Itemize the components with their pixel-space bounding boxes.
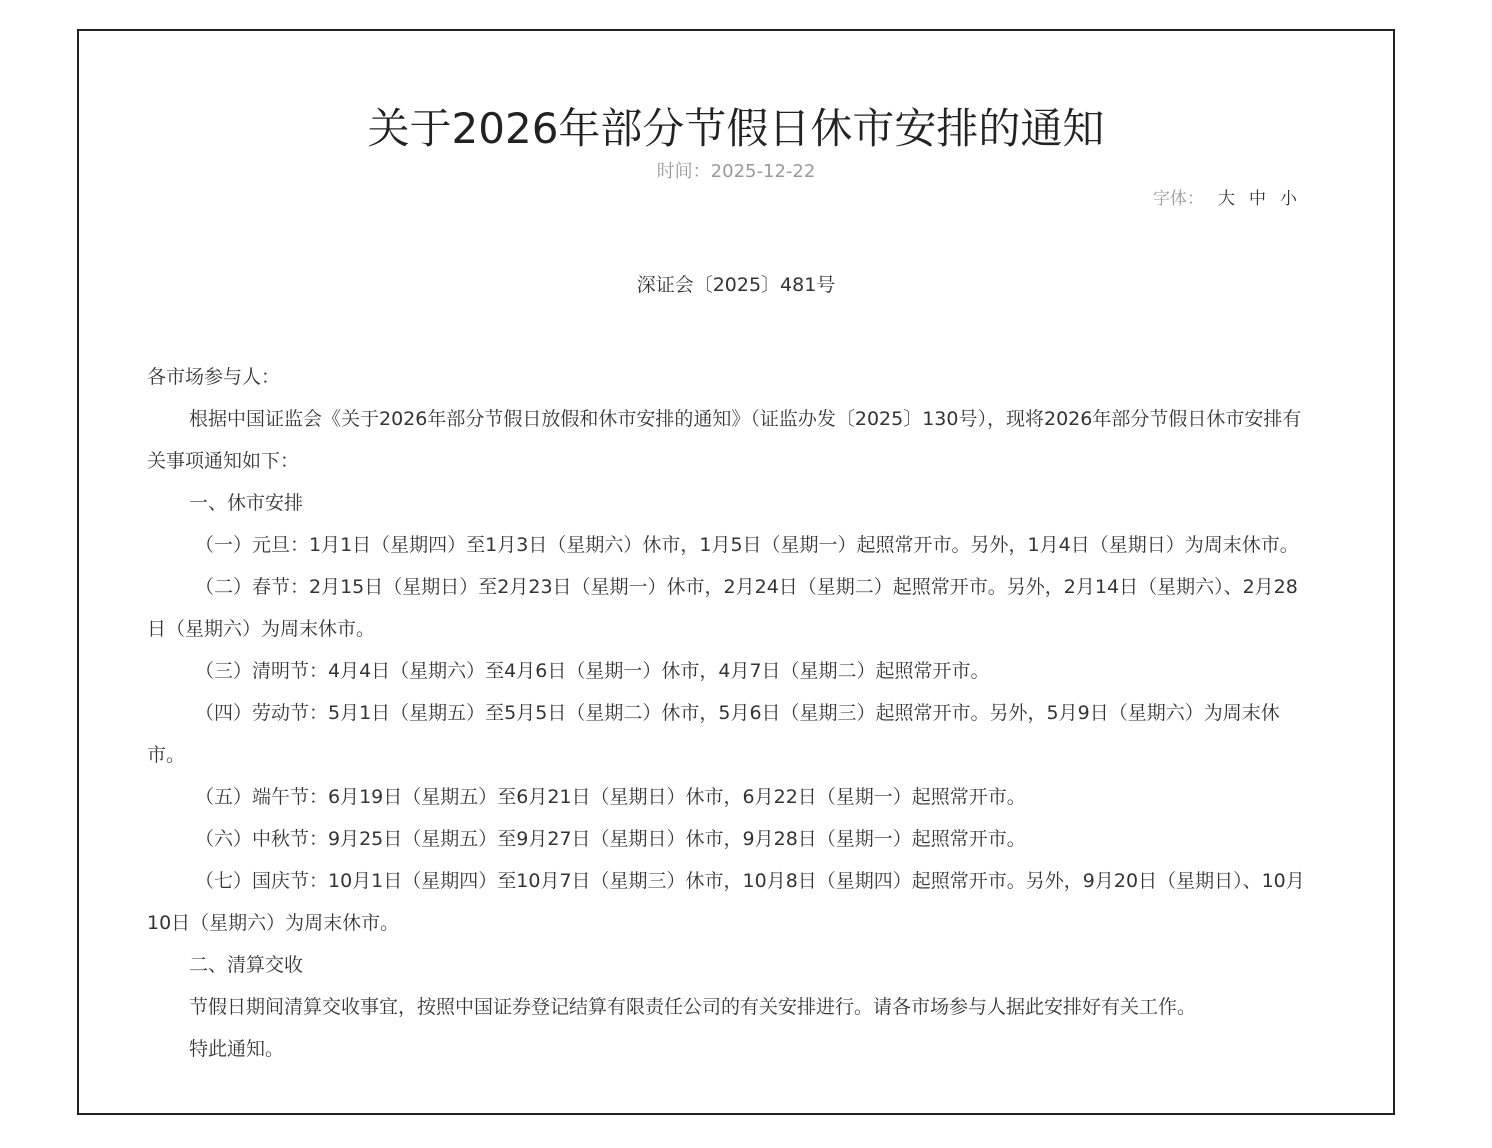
section-heading-closure: 一、休市安排: [189, 492, 304, 514]
holiday-item-dragon-boat: （五）端午节：6月19日（星期五）至6月21日（星期日）休市，6月22日（星期一）起照常开市。: [195, 786, 1026, 808]
notice-frame: [77, 29, 1395, 1115]
document-number: 深证会〔2025〕481号: [636, 274, 836, 296]
holiday-item-new-year: （一）元旦：1月1日（星期四）至1月3日（星期六）休市，1月5日（星期一）起照常开市。另外，1月4日（星期日）为周末休市。: [195, 534, 1299, 556]
font-size-large-button[interactable]: 大: [1218, 189, 1235, 209]
holiday-item-national-day: （七）国庆节：10月1日（星期四）至10月7日（星期三）休市，10月8日（星期四）起照常开市。另外，9月20日（星期日）、10月10日（星期六）为周末休市。: [147, 870, 1305, 934]
font-size-medium-button[interactable]: 中: [1249, 189, 1266, 209]
settlement-paragraph: 节假日期间清算交收事宜，按照中国证券登记结算有限责任公司的有关安排进行。请各市场参与人据此安排好有关工作。: [189, 996, 1197, 1018]
closing-line: 特此通知。: [189, 1038, 285, 1060]
page-title: 关于2026年部分节假日休市安排的通知: [367, 104, 1105, 153]
notice-body: [147, 356, 1307, 1070]
font-size-small-button[interactable]: 小: [1280, 189, 1297, 209]
font-size-label: 字体：: [1153, 189, 1204, 209]
section-heading-settlement: 二、清算交收: [189, 954, 304, 976]
salutation: 各市场参与人：: [147, 366, 281, 388]
intro-paragraph: 根据中国证监会《关于2026年部分节假日放假和休市安排的通知》（证监办发〔2025〕130号），现将2026年部分节假日休市安排有关事项通知如下：: [147, 408, 1302, 472]
publish-date: 时间：2025-12-22: [656, 161, 816, 182]
holiday-item-qingming: （三）清明节：4月4日（星期六）至4月6日（星期一）休市，4月7日（星期二）起照常开市。: [195, 660, 990, 682]
holiday-item-spring-festival: （二）春节：2月15日（星期日）至2月23日（星期一）休市，2月24日（星期二）起照常开市。另外，2月14日（星期六）、2月28日（星期六）为周末休市。: [147, 576, 1298, 640]
font-size-control: [1153, 187, 1297, 211]
holiday-item-mid-autumn: （六）中秋节：9月25日（星期五）至9月27日（星期日）休市，9月28日（星期一）起照常开市。: [195, 828, 1026, 850]
holiday-item-labor-day: （四）劳动节：5月1日（星期五）至5月5日（星期二）休市，5月6日（星期三）起照常开市。另外，5月9日（星期六）为周末休市。: [147, 702, 1280, 766]
